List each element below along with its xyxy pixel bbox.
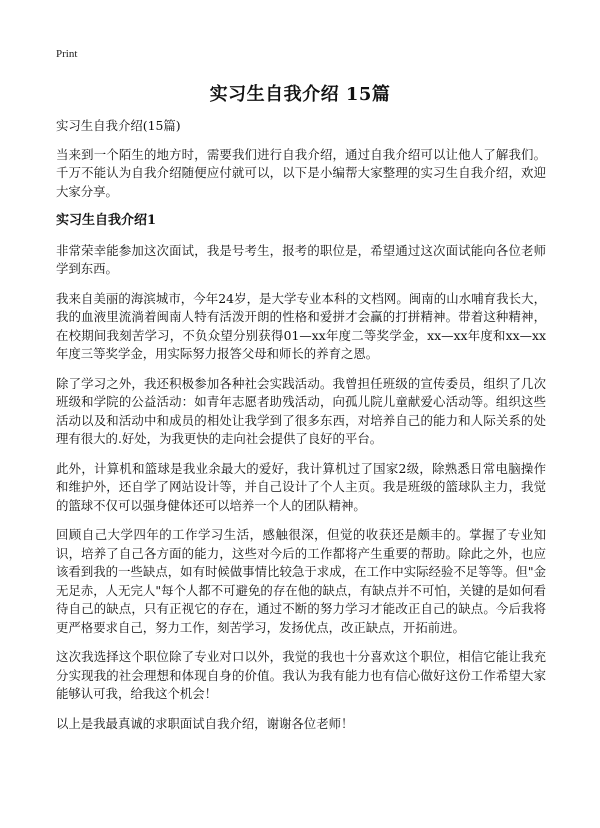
document-subtitle: 实习生自我介绍(15篇) — [56, 118, 181, 133]
print-label: Print — [56, 48, 78, 60]
body-paragraph: 非常荣幸能参加这次面试，我是号考生，报考的职位是，希望通过这次面试能向各位老师学到东西。 — [56, 242, 546, 276]
intro-paragraph: 当来到一个陌生的地方时，需要我们进行自我介绍，通过自我介绍可以让他人了解我们。千万不能认为自我介绍随便应付就可以，以下是小编帮大家整理的实习生自我介绍，欢迎大家分享。 — [56, 146, 546, 199]
document-body — [56, 117, 546, 744]
body-paragraph: 我来自美丽的海滨城市，今年24岁，是大学专业本科的文档网。闽南的山水哺育我长大，我的血液里流淌着闽南人特有活泼开朗的性格和爱拼才会赢的打拼精神。带着这种精神，在校期间我刻苦学习，不负众望分别获得01—xx年度二等奖学金，xx—xx年度和xx—xx年度三等奖学金，用实际努力报答父母和师长的养育之恩。 — [56, 290, 546, 361]
body-paragraph: 回顾自己大学四年的工作学习生活，感触很深，但觉的收获还是颇丰的。掌握了专业知识，培养了自己各方面的能力，这些对今后的工作都将产生重要的帮助。除此之外，也应该看到我的一些缺点，如有时候做事情比较急于求成，在工作中实际经验不足等等。但"金无足赤，人无完人"每个人都不可避免的存在他的缺点，有缺点并不可怕，关键的是如何看待自己的缺点，只有正视它的存在，通过不断的努力学习才能改正自己的缺点。今后我将更严格要求自己，努力工作，刻苦学习，发扬优点，改正缺点，开拓前进。 — [56, 527, 546, 635]
closing-paragraph: 以上是我最真诚的求职面试自我介绍，谢谢各位老师！ — [56, 715, 354, 731]
page-title: 实习生自我介绍 15篇 — [209, 84, 391, 105]
section-heading: 实习生自我介绍1 — [56, 213, 157, 228]
body-paragraph: 除了学习之外，我还积极参加各种社会实践活动。我曾担任班级的宣传委员，组织了几次班级和学院的公益活动：如青年志愿者助残活动，向孤儿院儿童献爱心活动等。组织这些活动以及和活动中和成员的相处让我学到了很多东西，对培养自己的能力和人际关系的处理有很大的.好处，为我更快的走向社会提供了良好的平台。 — [56, 375, 546, 446]
body-paragraph: 这次我选择这个职位除了专业对口以外，我觉的我也十分喜欢这个职位，相信它能让我充分实现我的社会理想和体现自身的价值。我认为我有能力也有信心做好这份工作希望大家能够认可我，给我这个机会！ — [56, 649, 546, 701]
body-paragraph: 此外，计算机和篮球是我业余最大的爱好，我计算机过了国家2级，除熟悉日常电脑操作和维护外，还自学了网站设计等，并自己设计了个人主页。我是班级的篮球队主力，我觉的篮球不仅可以强身健体还可以培养一个人的团队精神。 — [56, 460, 546, 513]
